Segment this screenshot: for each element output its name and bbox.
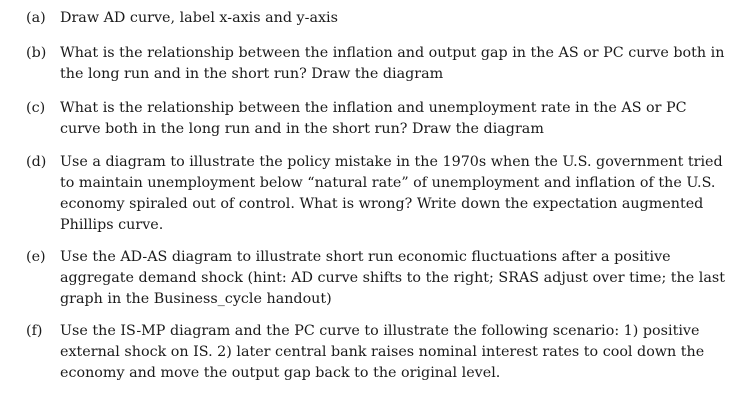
question-item-d (26, 152, 726, 236)
question-label: (b) (26, 45, 47, 61)
question-item-a (26, 8, 726, 29)
question-text: Draw AD curve, label x-axis and y-axis (60, 10, 338, 26)
question-label: (c) (26, 100, 46, 116)
question-label: (e) (26, 249, 46, 265)
question-item-f (26, 321, 726, 384)
question-item-e (26, 247, 726, 310)
question-item-c (26, 98, 726, 140)
question-label: (d) (26, 154, 47, 170)
question-label: (f) (26, 323, 43, 339)
question-item-b (26, 43, 726, 85)
question-text: Use a diagram to illustrate the policy mistake in the 1970s when the U.S. government tried to maintain unemployment below “natural rate” of unemployment and inflation of the U.S. economy spiraled out of control. What is wrong? Write down the expectation augmented Phillips curve. (60, 154, 723, 233)
question-text: Use the AD-AS diagram to illustrate short run economic fluctuations after a positive aggregate demand shock (hint: AD curve shifts to the right; SRAS adjust over time; the last graph in the Business_cycle handout) (60, 249, 725, 307)
question-text: What is the relationship between the inflation and output gap in the AS or PC curve both in the long run and in the short run? Draw the diagram (60, 45, 725, 82)
question-label: (a) (26, 10, 46, 26)
question-text: Use the IS-MP diagram and the PC curve to illustrate the following scenario: 1) positive external shock on IS. 2) later central bank raises nominal interest rates to cool down the economy and move the output gap back to the original level. (60, 323, 705, 381)
question-text: What is the relationship between the inflation and unemployment rate in the AS or PC curve both in the long run and in the short run? Draw the diagram (60, 100, 687, 137)
